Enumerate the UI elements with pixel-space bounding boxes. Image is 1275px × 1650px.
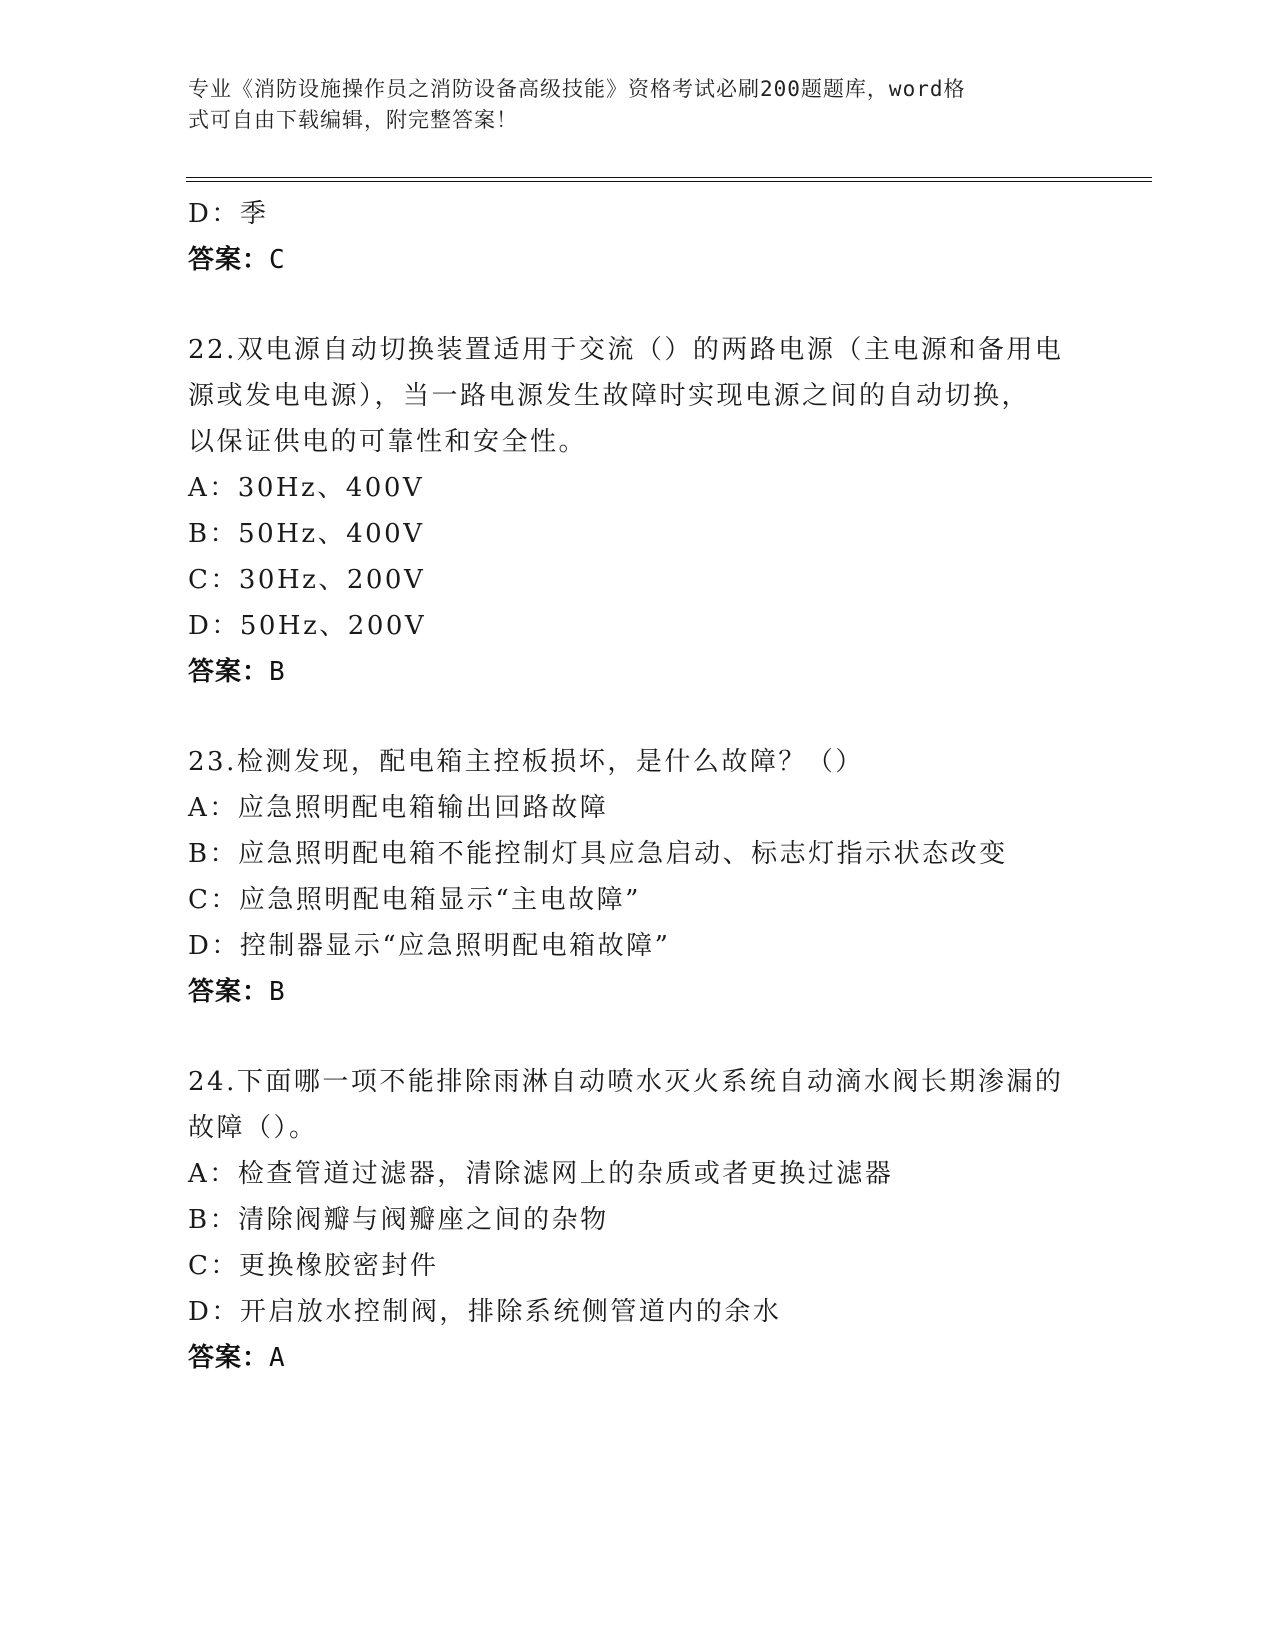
question-stem-line: 22.双电源自动切换装置适用于交流（）的两路电源（主电源和备用电	[188, 335, 1064, 365]
option-d: D：50Hz、200V	[188, 611, 427, 641]
answer-line	[188, 969, 1088, 1015]
option-d: D：季	[188, 199, 269, 229]
question-stem-line: 23.检测发现，配电箱主控板损坏，是什么故障？（）	[188, 747, 864, 777]
option-a: A：应急照明配电箱输出回路故障	[188, 793, 609, 823]
answer-line	[188, 1335, 1088, 1381]
option-a: A：检查管道过滤器，清除滤网上的杂质或者更换过滤器	[188, 1159, 894, 1189]
option-b: B：应急照明配电箱不能控制灯具应急启动、标志灯指示状态改变	[188, 839, 1008, 869]
header-line: 式可自由下载编辑，附完整答案！	[188, 108, 518, 132]
answer-line	[188, 649, 1088, 695]
answer-label: 答案：	[188, 1343, 270, 1373]
question-stem-line: 源或发电电源），当一路电源发生故障时实现电源之间的自动切换，	[188, 381, 1031, 411]
answer-label: 答案：	[188, 245, 270, 275]
header-line: 专业《消防设施操作员之消防设备高级技能》资格考试必刷200题题库，word格	[188, 77, 966, 101]
question-content	[188, 191, 1088, 1381]
answer-line	[188, 237, 1088, 283]
option-b: B：50Hz、400V	[188, 519, 425, 549]
answer-value: B	[269, 657, 286, 687]
answer-value: B	[269, 977, 286, 1007]
answer-label: 答案：	[188, 657, 270, 687]
option-c: C：更换橡胶密封件	[188, 1251, 439, 1281]
header-divider	[186, 181, 1152, 182]
question-24	[188, 1059, 1088, 1381]
option-b: B：清除阀瓣与阀瓣座之间的杂物	[188, 1205, 609, 1235]
answer-value: A	[269, 1343, 286, 1373]
option-a: A：30Hz、400V	[188, 473, 425, 503]
question-stem-line: 故障（）。	[188, 1113, 318, 1143]
option-d: D：开启放水控制阀，排除系统侧管道内的余水	[188, 1297, 782, 1327]
question-22	[188, 327, 1088, 695]
answer-value: C	[269, 245, 286, 275]
answer-label: 答案：	[188, 977, 270, 1007]
option-c: C：应急照明配电箱显示“主电故障”	[188, 885, 641, 915]
question-stem-line: 以保证供电的可靠性和安全性。	[188, 427, 588, 457]
page-header	[188, 74, 1088, 136]
header-divider	[186, 177, 1152, 178]
option-d: D：控制器显示“应急照明配电箱故障”	[188, 931, 671, 961]
option-c: C：30Hz、200V	[188, 565, 426, 595]
question-stem-line: 24.下面哪一项不能排除雨淋自动喷水灭火系统自动滴水阀长期渗漏的	[188, 1067, 1064, 1097]
question-23	[188, 739, 1088, 1015]
carryover-question	[188, 191, 1088, 283]
